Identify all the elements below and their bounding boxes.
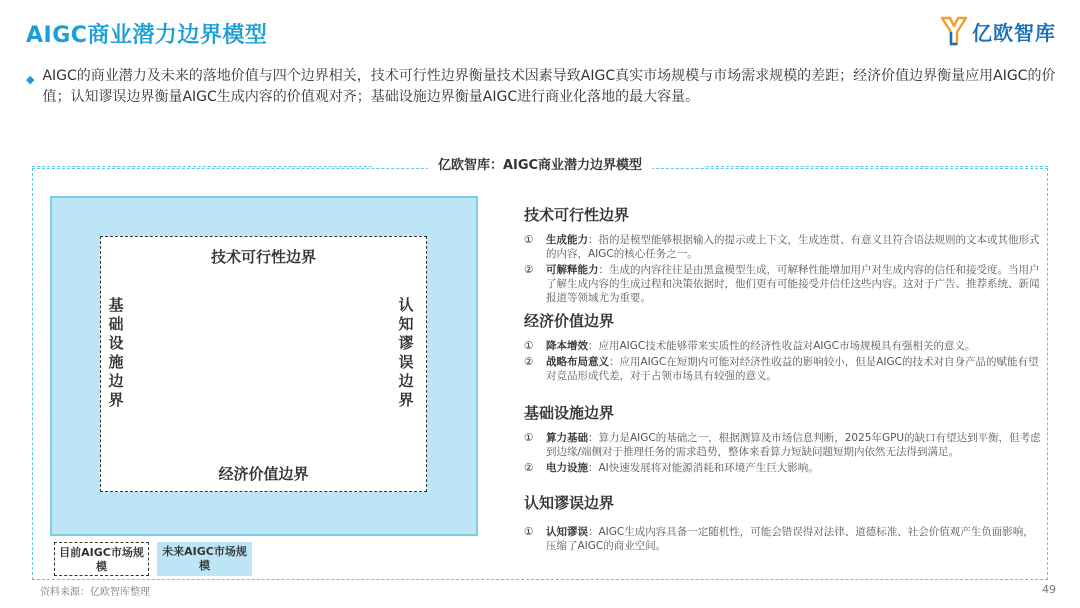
section-title: 认知谬误边界 xyxy=(524,494,615,512)
intro-paragraph xyxy=(26,66,1056,108)
list-item: ① 生成能力：指的是模型能够根据输入的提示或上下文，生成连贯、有意义且符合语法规则的文本或其他形式的内容，AIGC的核心任务之一。 xyxy=(524,234,1040,260)
section-title: 经济价值边界 xyxy=(524,312,615,330)
section-economic xyxy=(524,310,1042,385)
figure-title: 亿欧智库：AIGC商业潜力边界模型 xyxy=(0,154,1080,173)
logo-text: 亿欧智库 xyxy=(972,20,1056,45)
legend-current-market: 目前AIGC市场规模 xyxy=(54,542,149,576)
list-item: ② 电力设施：AI快速发展将对能源消耗和环境产生巨大影响。 xyxy=(524,462,819,474)
section-cognitive xyxy=(524,492,1042,555)
list-item: ① 算力基础：算力是AIGC的基础之一，根据测算及市场信息判断，2025年GPU的缺口有望达到平衡，但考虑到边缘/端侧对于推理任务的需求趋势，整体来看算力短缺问题短期内依然无法得到满足。 xyxy=(524,432,1041,458)
label-economic-boundary: 经济价值边界 xyxy=(218,465,309,483)
section-title: 基础设施边界 xyxy=(524,404,615,422)
logo xyxy=(940,16,1056,46)
section-tech xyxy=(524,204,1042,307)
intro-text: AIGC的商业潜力及未来的落地价值与四个边界相关，技术可行性边界衡量技术因素导致AIGC真实市场规模与市场需求规模的差距；经济价值边界衡量应用AIGC的价值；认知谬误边界衡量AIGC生成内容的价值观对齐；基础设施边界衡量AIGC进行商业化落地的最大容量。 xyxy=(42,68,1056,105)
current-market-box xyxy=(100,236,427,492)
diamond-bullet-icon: ◆ xyxy=(26,73,35,86)
label-infrastructure-boundary: 基础设施边界 xyxy=(108,296,124,409)
legend-future-market: 未来AIGC市场规模 xyxy=(157,542,252,576)
section-title: 技术可行性边界 xyxy=(524,206,630,224)
page-title: AIGC商业潜力边界模型 xyxy=(26,23,268,48)
list-item: ② 战略布局意义：应用AIGC在短期内可能对经济性收益的影响较小，但是AIGC的技术对自身产品的赋能有望对竞品形成代差，对于占领市场具有较强的意义。 xyxy=(524,356,1039,382)
list-item: ① 降本增效：应用AIGC技术能够带来实质性的经济性收益对AIGC市场规模具有强相关的意义。 xyxy=(524,340,976,352)
list-item: ② 可解释能力：生成的内容往往是由黑盒模型生成，可解释性能增加用户对生成内容的信任和接受度。当用户了解生成内容的生成过程和决策依据时，他们更有可能接受并信任这些内容。这对于广告、推荐系统、新闻报道等领域尤为重要。 xyxy=(524,264,1040,304)
list-item: ① 认知谬误：AIGC生成内容具备一定随机性，可能会错误得对法律、道德标准、社会价值观产生负面影响，压缩了AIGC的商业空间。 xyxy=(524,526,1034,552)
source-note: 资料来源：亿欧智库整理 xyxy=(40,587,150,598)
logo-icon xyxy=(940,16,968,46)
label-tech-boundary: 技术可行性边界 xyxy=(210,248,316,266)
page-number: 49 xyxy=(1042,583,1056,596)
section-infrastructure xyxy=(524,402,1042,477)
label-cognitive-boundary: 认知谬误边界 xyxy=(398,296,414,409)
